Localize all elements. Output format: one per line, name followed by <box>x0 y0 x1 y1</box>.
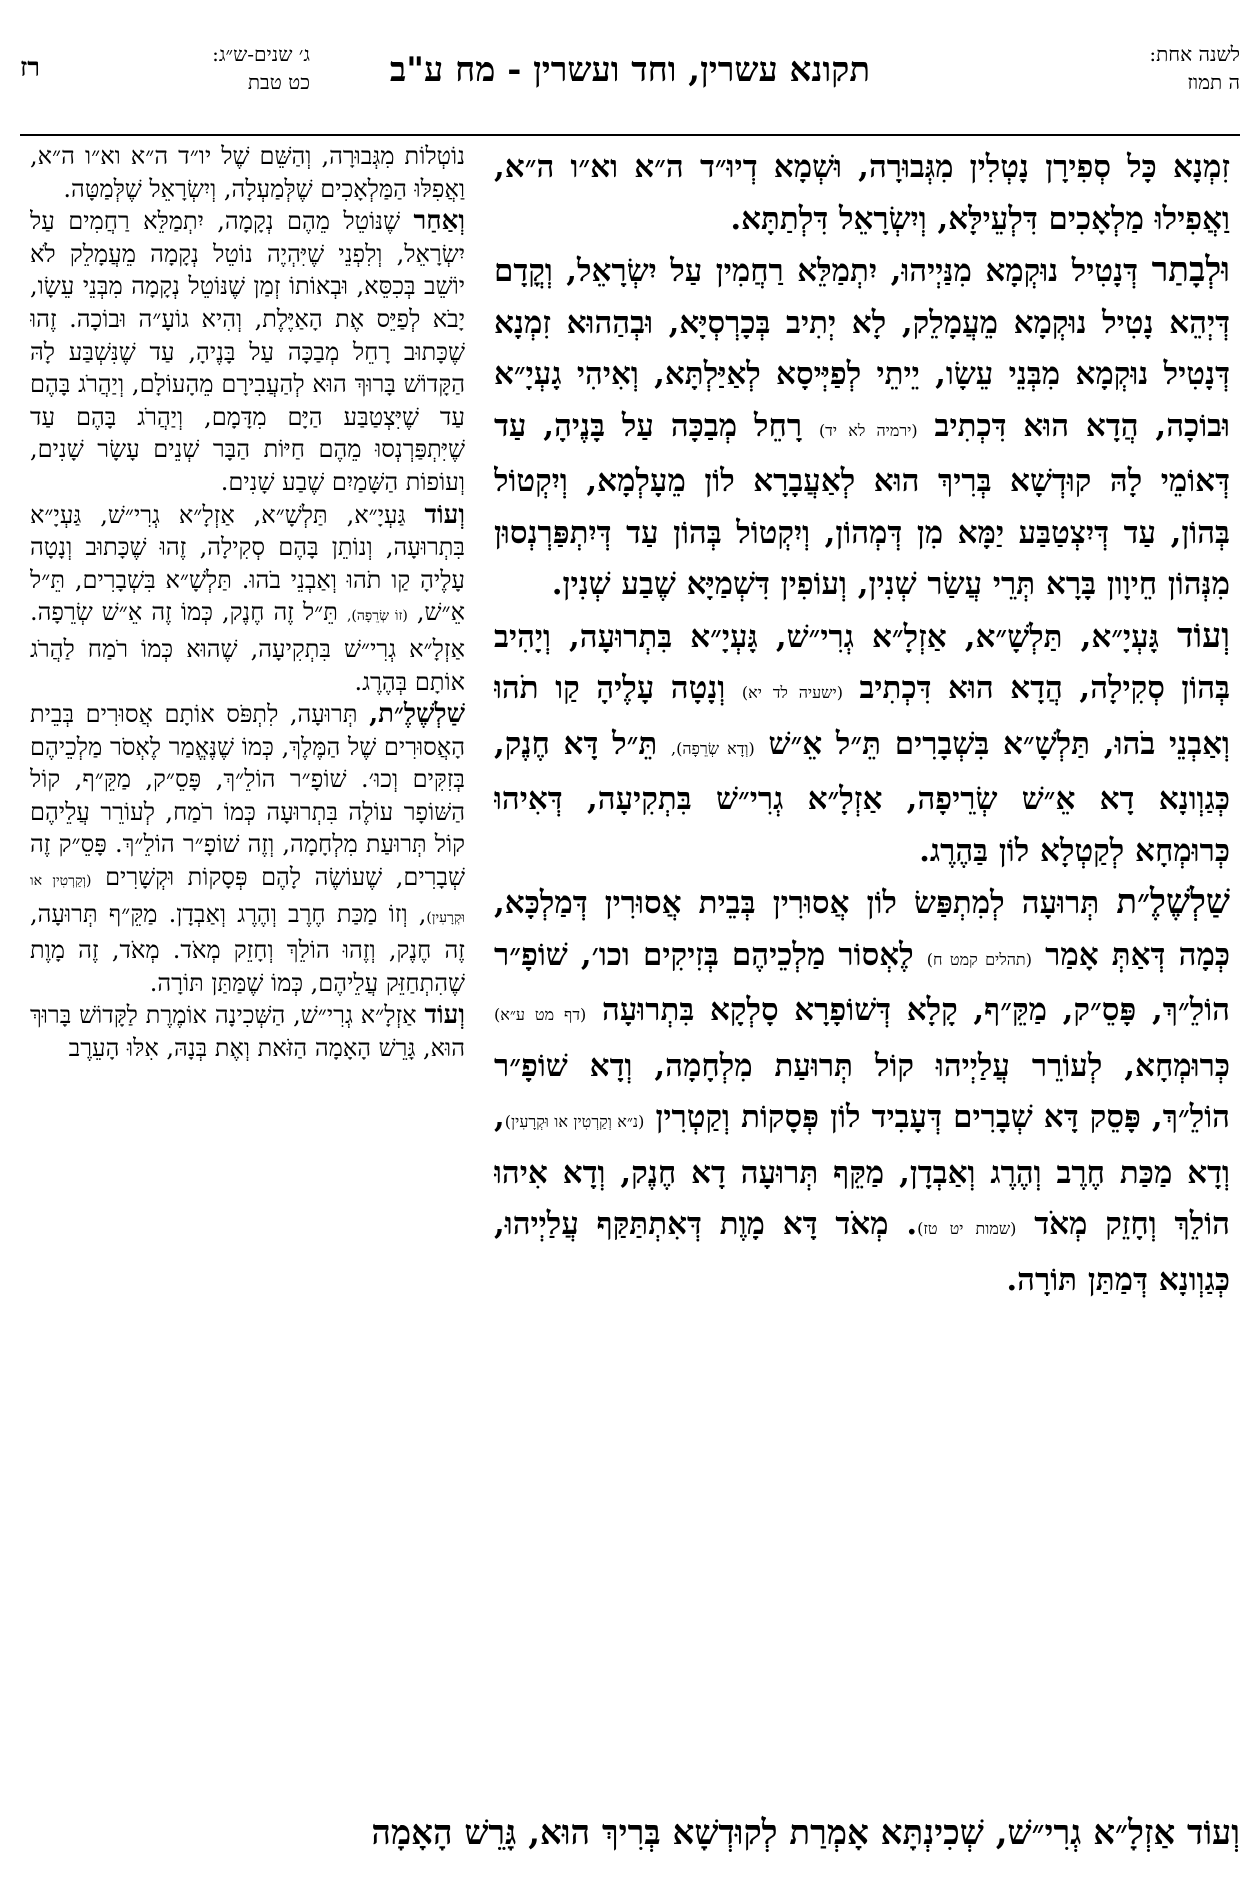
paragraph-lead-word: וּלְבָתַר <box>1151 250 1230 290</box>
source-reference: (וְקַרְטִין או וּקְרָעִין) <box>30 873 465 926</box>
page-header <box>20 40 1240 132</box>
schedule-date: כט טבת <box>247 70 310 94</box>
commentary-paragraph-1: נוֹטְלוֹת מִגְּבוּרָה, וְהַשֵּׁם שֶׁל יו״ד ה״א וא״ו ה״א, וַאֲפִלּוּ הַמַּלְאָכִים שֶׁלְּמַעְלָה, וְיִשְׂרָאֵל שֶׁלְּמַטָּה. <box>30 142 465 203</box>
source-reference: (תהלים קמט ח) <box>926 949 1032 969</box>
paragraph-lead-word: וְעוֹד <box>424 499 465 530</box>
paragraph-lead-word: שַׁלְשֶׁלֶ״ת <box>1116 882 1230 922</box>
source-reference: (זוֹ שְׂרֵפָה), <box>346 608 408 625</box>
page-title: תקונא עשרין, וחד ועשרין - מח ע"ב <box>389 50 871 90</box>
source-reference: (וְדָא שְׂרֵפָה), <box>671 738 755 758</box>
page-number: רז <box>20 53 41 83</box>
paragraph-lead-word: וְאַחַר <box>413 206 465 237</box>
paragraph-lead-word: שַׁלְשֶׁלֶ״ת, <box>369 699 465 730</box>
main-paragraph-3: וְעוֹד גָּעְיָ״א, תַּלְשָׁ״א, אַזְלָ״א גְרִי״שׁ, גָּעְיָ״א בִּתְרוּעָה, וְיָהִיב בְּהוֹן סְקִילָה, הֲדָא הוּא דִּכְתִיב (ישעיה לד יא) וְנָטָה עָלֶיהָ קַו תֹהוּ וְאַבְנֵי בֹהוּ, תַּלְשָׁ״א בִּשְׁבָרִים תֵּ״ל אֵ״שׁ (וְדָא שְׂרֵפָה), תֵּ״ל דָּא חֶנֶק, כְּגַוְונָא דָא אֵ״שׁ שְׂרֵיפָה, אַזְלָ״א גְרִי״שׁ בִּתְקִיעָה, דְּאִיהוּ כְּרוּמְחָא לְקַטְלָא לוֹן בַּהֶרֶג. <box>494 615 1230 869</box>
commentary-paragraph-4: שַׁלְשֶׁלֶ״ת, תְּרוּעָה, לִתְפֹּס אוֹתָם אֲסוּרִים בְּבֵית הָאֲסוּרִים שֶׁל הַמֶּלֶךְ, כְּמוֹ שֶׁנֶּאֱמַר לֶאְסֹר מַלְכֵיהֶם בְּזִקִּים וְכוּ׳. שׁוֹפָ״ר הוֹלֵ״ךְ, פָּסֵ״ק, מַקֵּ״ף, קוֹל הַשּׁוֹפָר עוֹלֶה בִּתְרוּעָה כְּמוֹ רֹמַח, לְעוֹרֵר עֲלֵיהֶם קוֹל תְּרוּעַת מִלְחָמָה, וְזֶה שׁוֹפָ״ר הוֹלֵ״ךְ. פָּסֵ״ק זֶה שְׁבָרִים, שֶׁעוֹשֶׂה לָהֶם פְּסָקוֹת וּקְשָׁרִים (וְקַרְטִין או וּקְרָעִין), וְזוֹ מַכַּת חֶרֶב וְהֶרֶג וְאַבְדָן. מַקֵּ״ף תְּרוּעָה, זֶה חֶנֶק, וְזֶהוּ הוֹלֵךְ וְחָזֵק מְאֹד. מְאֹד, זֶה מָוֶת שֶׁהִתְחַזֵּק עֲלֵיהֶם, כְּמוֹ שֶׁמַּתַּן תּוֹרָה. <box>30 699 465 997</box>
main-text-column <box>494 142 1230 1802</box>
schedule-label: לשנה אחת: <box>1149 42 1240 66</box>
source-reference: (נ״א וְקַרְטִין או וּקְרָעִין) <box>504 1112 645 1131</box>
source-reference: (דף מט ע״א) <box>494 1005 587 1024</box>
main-paragraph-2: וּלְבָתַר דְּנָטִיל נוּקְמָא מִנַּיְיהוּ, יִתְמַלֵּא רַחֲמִין עַל יִשְׂרָאֵל, וְקֳדָם דְּיְהֵא נָטִיל נוּקְמָא מֵעֲמָלֵק, לָא יְתִיב בְּכָרְסְיָּא, וּבְהַהוּא זִמְנָא דְּנָטִיל נוּקְמָא מִבְּנֵי עֵשָׂו, יֵיתֵי לְפַיְּיסָא לְאַיַּלְתָּא, וְאִיהִי גָעְיָ״א וּבוֹכָה, הֲדָא הוּא דִּכְתִיב (ירמיה לא יד) רָחֵל מְבַכָּה עַל בָּנֶיהָ, עַד דְּאוֹמֵי לָהּ קוּדְשָׁא בְּרִיךְ הוּא לְאַעֲבָרָא לוֹן מֵעָלְמָא, וְיִקְטוֹל בְּהוֹן, עַד דְּיִצְטַבַּע יַמָּא מִן דְּמְהוֹן, וְיִקְטוֹל בְּהוֹן עַד דְּיִתְפַּרְנְסוּן מִנְּהוֹן חֵיוָון בָּרָא תְּרֵי עֲשַׂר שְׁנִין, וְעוֹפִין דִּשְׁמַיָּא שֶׁבַע שְׁנִין. <box>494 250 1230 602</box>
source-reference: (ירמיה לא יד) <box>818 420 918 440</box>
commentary-paragraph-5: וְעוֹד אַזְלָ״א גְרִי״שׁ, הַשְּׁכִינָה אוֹמֶרֶת לַקָּדוֹשׁ בָּרוּךְ הוּא, גָּרֵשׁ הָאָמָה הַזֹּאת וְאֶת בְּנָהּ, אִלּוּ הָעֵרֶב <box>30 1000 465 1063</box>
schedule-date: ה תמוז <box>1187 70 1240 94</box>
commentary-paragraph-3: וְעוֹד גַּעְיָ״א, תַּלְשָׁ״א, אַזְלָ״א גְרִי״שׁ, גַּעְיָ״א בִּתְרוּעָה, וְנוֹתֵן בָּהֶם סְקִילָה, זֶהוּ שֶׁכָּתוּב וְנָטָה עָלֶיהָ קַו תֹהוּ וְאַבְנֵי בֹהוּ. תַּלְשָׁ״א בִּשְׁבָרִים, תֵּ״ל אֵ״שׁ, (זוֹ שְׂרֵפָה), תֵּ״ל זֶה חֶנֶק, כְּמוֹ זֶה אֵ״שׁ שְׂרֵפָה. אַזְלָ״א גְרִי״שׁ בִּתְקִיעָה, שֶׁהוּא כְּמוֹ רֹמַח לַהֲרֹג אוֹתָם בְּהֶרֶג. <box>30 499 465 696</box>
bottom-continuation-line: וְעוֹד אַזְלָ״א גְרִי״שׁ, שְׁכִינְתָּא אָמְרַת לְקוּדְשָׁא בְּרִיךְ הוּא, גָּרֵשׁ הָאָמָה <box>371 1813 1240 1853</box>
header-divider <box>20 134 1240 136</box>
schedule-label: ג׳ שנים-ש״ג: <box>212 42 310 66</box>
study-schedule-one-year <box>1100 40 1240 96</box>
source-reference: (שמות יט טז) <box>917 1219 1017 1238</box>
commentary-paragraph-2: וְאַחַר שֶׁנּוֹטֵל מֵהֶם נְקָמָה, יִתְמַלֵּא רַחֲמִים עַל יִשְׂרָאֵל, וְלִפְנֵי שֶׁיִּהְיֶה נוֹטֵל נְקָמָה מֵעֲמָלֵק לֹא יוֹשֵׁב בְּכִסֵּא, וּבְאוֹתוֹ זְמַן שֶׁנּוֹטֵל נְקָמָה מִבְּנֵי עֵשָׂו, יָבֹא לְפַיֵּס אֶת הָאַיֶּלֶת, וְהִיא גוֹעָ״ה וּבוֹכָה. זֶהוּ שֶׁכָּתוּב רָחֵל מְבַכָּה עַל בָּנֶיהָ, עַד שֶׁנִּשְׁבַּע לָהּ הַקָּדוֹשׁ בָּרוּךְ הוּא לְהַעֲבִירָם מֵהָעוֹלָם, וְיַהֲרֹג בָּהֶם עַד שֶׁיִּצְטַבַּע הַיָּם מִדָּמָם, וְיַהֲרֹג בָּהֶם עַד שֶׁיִּתְפַּרְנְסוּ מֵהֶם חַיּוֹת הַבָּר שְׁנֵים עָשָׂר שָׁנִים, וְעוֹפוֹת הַשָּׁמַיִם שֶׁבַע שָׁנִים. <box>30 206 465 496</box>
paragraph-lead-word: וְעוֹד <box>424 1000 465 1031</box>
paragraph-lead-word: וְעוֹד <box>1177 615 1230 656</box>
commentary-column <box>30 140 465 1790</box>
source-reference: (ישעיה לד יא) <box>741 683 843 702</box>
study-schedule-three-year <box>90 40 310 96</box>
main-paragraph-4: שַׁלְשֶׁלֶ״ת תְּרוּעָה לְמִתְפַּשׂ לוֹן אֲסוּרִין בְּבֵית אֲסוּרִין דְּמַלְכָּא, כְּמָה דְּאַתְּ אָמַר (תהלים קמט ח) לֶאְסוֹר מַלְכֵיהֶם בְּזִיקִים וכו׳, שׁוֹפָ״ר הוֹלֵ״ךְ, פָּסֵ״ק, מַקֵּ״ף, קָלָא דְּשׁוֹפָרָא סָלְקָא בִּתְרוּעָה (דף מט ע״א) כְּרוּמְחָא, לְעוֹרֵר עֲלַיְיהוּ קוֹל תְּרוּעַת מִלְחָמָה, וְדָא שׁוֹפָ״ר הוֹלֵ״ךְ, פָּסֵק דָּא שְׁבָרִים דְּעָבִיד לוֹן פְּסָקוֹת וְקַטְרִין (נ״א וְקַרְטִין או וּקְרָעִין), וְדָא מַכַּת חֶרֶב וְהֶרֶג וְאַבְדָן, מַקֵּף תְּרוּעָה דָא חֶנֶק, וְדָא אִיהוּ הוֹלֵךְ וְחָזֵק מְאֹד (שמות יט טז). מְאֹד דָּא מָוֶת דְּאִתְתַּקַּף עֲלַיְיהוּ, כְּגַוְונָא דְּמַתַּן תּוֹרָה. <box>494 882 1230 1298</box>
main-paragraph-1: זִמְנָא כָּל סְפִירָן נָטְלִין מִגְּבוּרָה, וּשְׁמָא דְיוּ״ד ה״א וא״ו ה״א, וַאֲפִילוּ מַלְאָכִים דִּלְעֵילָּא, וְיִשְׂרָאֵל דִּלְתַתָּא. <box>494 149 1230 237</box>
